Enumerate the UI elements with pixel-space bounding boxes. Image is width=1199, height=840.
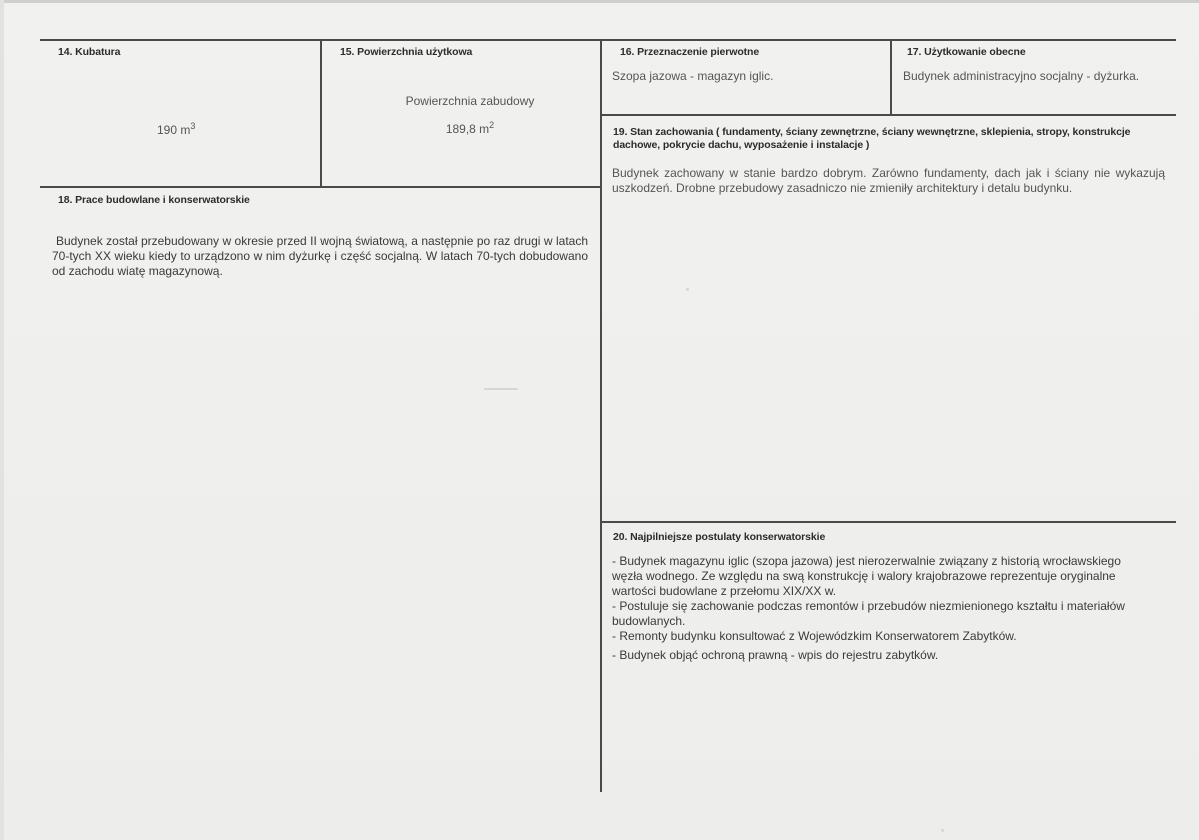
area-value: 189,8 m — [445, 122, 490, 136]
rule-above-19 — [600, 114, 1176, 116]
field-15-value — [360, 118, 580, 137]
field-19-value: Budynek zachowany w stanie bardzo dobrym. Zarówno fundamenty, dach jak i ściany nie wykazują uszkodzeń. Drobne przebudowy zasadniczo nie zmieniły architektury i detalu budynku. — [612, 166, 1165, 195]
top-rule — [40, 39, 1176, 41]
field-16-value: Szopa jazowa - magazyn iglic. — [612, 69, 774, 83]
center-divider — [600, 40, 602, 792]
postulate-item: - Postuluje się zachowanie podczas remontów i przebudów niezmienionego kształtu i materiałów budowlanych. — [612, 599, 1125, 628]
scan-edge-left — [0, 0, 4, 840]
field-16-label: 16. Przeznaczenie pierwotne — [620, 46, 760, 58]
field-15-sublabel: Powierzchnia zabudowy — [405, 94, 535, 108]
field-15-label: 15. Powierzchnia użytkowa — [340, 46, 473, 58]
field-14-label: 14. Kubatura — [58, 46, 121, 58]
rule-above-20 — [600, 521, 1176, 523]
postulate-item: - Budynek magazynu iglic (szopa jazowa) jest nierozerwalnie związany z historią wrocławskiego węzła wodnego. Ze względu na swą konstrukcję i walory krajobrazowe reprezentuje oryginalne wartości budowlane z przełomu XIX/XX w. — [612, 554, 1121, 598]
field-17-label: 17. Użytkowanie obecne — [907, 46, 1026, 58]
volume-value: 190 m — [157, 123, 191, 137]
field-18-label: 18. Prace budowlane i konserwatorskie — [58, 194, 250, 206]
field-20-list — [612, 554, 1142, 663]
field-20-label: 20. Najpilniejsze postulaty konserwatorskie — [613, 531, 826, 543]
rule-above-18 — [40, 186, 601, 188]
scan-edge-top — [0, 0, 1199, 3]
area-unit-exponent: 2 — [489, 120, 495, 130]
field-19-label: 19. Stan zachowania ( fundamenty, ściany zewnętrzne, ściany wewnętrzne, sklepienia, stropy, konstrukcje dachowe, pokrycie dachu, wyposażenie i instalacje ) — [613, 126, 1131, 151]
field-14-value — [157, 119, 195, 138]
divider-16-17 — [890, 40, 892, 115]
divider-14-15 — [320, 40, 322, 187]
field-17-value: Budynek administracyjno socjalny - dyżurka. — [903, 69, 1140, 83]
scan-smudge — [941, 829, 944, 832]
postulate-item: - Remonty budynku konsultować z Wojewódzkim Konserwatorem Zabytków. — [612, 629, 1017, 643]
scan-smudge — [686, 288, 689, 291]
postulate-item: - Budynek objąć ochroną prawną - wpis do rejestru zabytków. — [612, 648, 939, 662]
field-18-value: Budynek został przebudowany w okresie przed II wojną światową, a następnie po raz drugi w latach 70-tych XX wieku kiedy to urządzono w nim dyżurkę i część socjalną. W latach 70-tych dobudowano od zachodu wiatę magazynową. — [52, 234, 588, 278]
scan-smudge — [484, 388, 518, 390]
volume-unit-exponent: 3 — [190, 121, 196, 131]
